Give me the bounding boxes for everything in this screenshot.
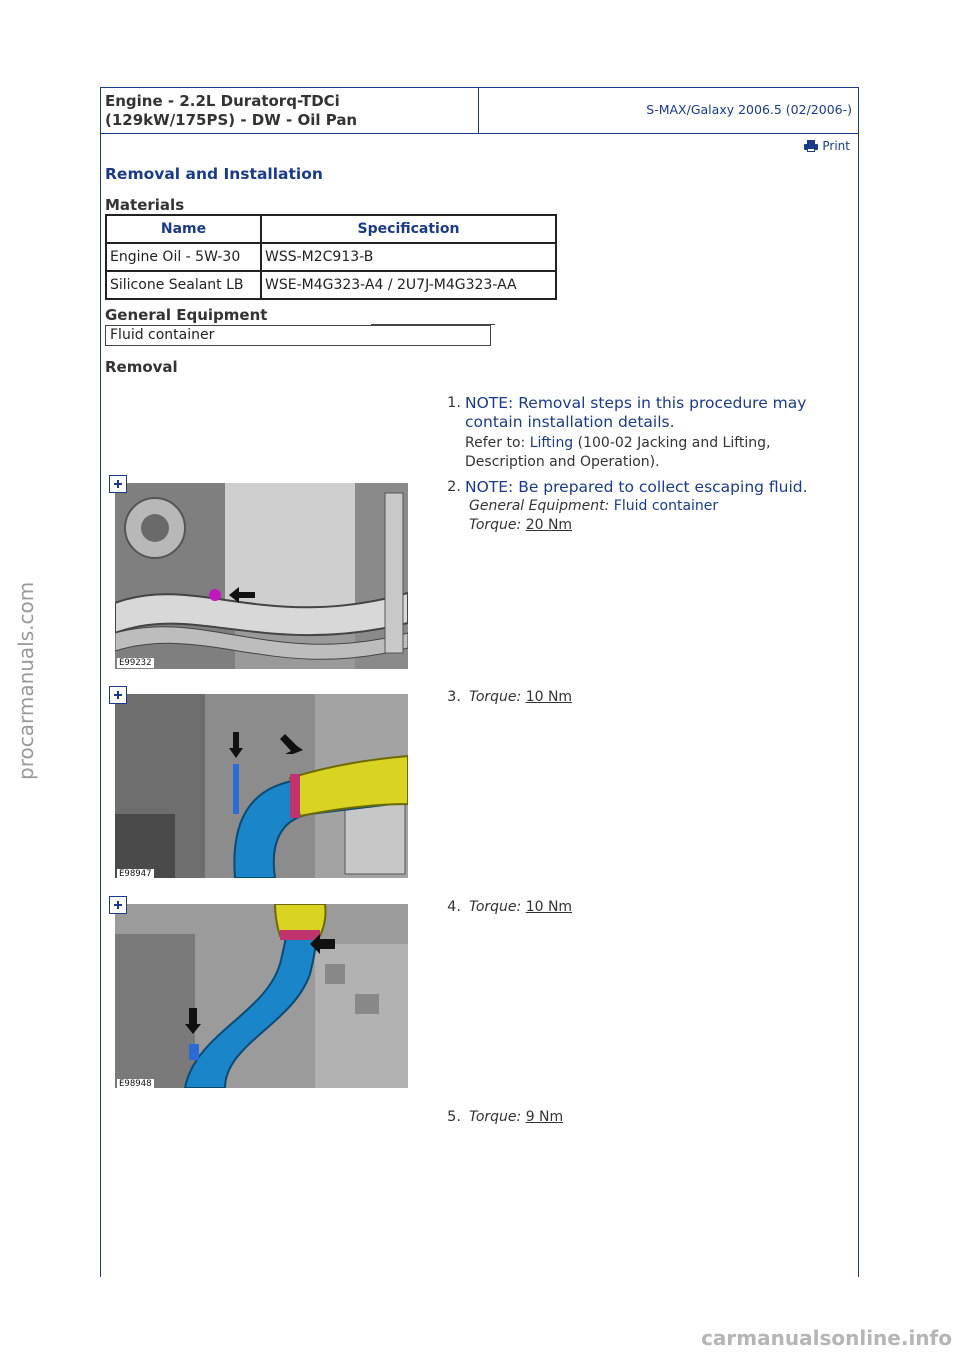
torque-label: Torque: [469, 517, 522, 533]
column-header-specification: Specification [261, 215, 556, 243]
lifting-link[interactable]: Lifting [529, 435, 574, 451]
step-number: 5. [447, 1109, 461, 1125]
equipment-item: Fluid container [105, 325, 491, 346]
title-line-1: Engine - 2.2L Duratorq-TDCi [105, 92, 340, 110]
zoom-icon[interactable] [109, 686, 127, 704]
torque-value: 10 Nm [525, 899, 573, 915]
zoom-icon[interactable] [109, 475, 127, 493]
figure-label: E98948 [119, 1079, 152, 1089]
table-cell: Engine Oil - 5W-30 [106, 243, 261, 271]
print-button[interactable] [804, 139, 850, 153]
step-reference [465, 434, 835, 472]
column-header-name: Name [106, 215, 261, 243]
figure-e98947[interactable] [115, 694, 408, 880]
page-header [101, 88, 858, 134]
equipment-label: General Equipment: [469, 498, 610, 514]
bottom-watermark: carmanualsonline.info [701, 1326, 952, 1350]
materials-title: Materials [105, 196, 185, 214]
side-watermark: procarmanuals.com [14, 581, 38, 780]
section-title: Removal and Installation [105, 165, 323, 183]
table-cell: WSS-M2C913-B [261, 243, 556, 271]
figure-e99232[interactable] [115, 483, 408, 669]
figure-e98948[interactable] [115, 904, 408, 1090]
manual-page [100, 87, 859, 1277]
fluid-container-link[interactable]: Fluid container [613, 498, 719, 514]
step-number: 1. [447, 395, 461, 411]
engine-illustration [115, 904, 408, 1088]
step-number: 4. [447, 899, 461, 915]
materials-table [105, 214, 557, 300]
torque-value: 9 Nm [525, 1109, 564, 1125]
torque-label: Torque: [469, 899, 522, 915]
figure-label: E98947 [119, 869, 152, 879]
step-number: 3. [447, 689, 461, 705]
zoom-icon[interactable] [109, 896, 127, 914]
removal-title: Removal [105, 358, 178, 376]
table-cell: Silicone Sealant LB [106, 271, 261, 299]
step-note: NOTE: Removal steps in this procedure may contain installation details. [465, 394, 807, 431]
reference-prefix: Refer to: [465, 435, 530, 451]
table-header-row [106, 215, 556, 243]
torque-value: 20 Nm [525, 517, 573, 533]
step-number: 2. [447, 479, 461, 495]
step-note: NOTE: Be prepared to collect escaping fluid. [465, 478, 808, 496]
printer-icon [804, 140, 818, 152]
page-title [101, 88, 479, 133]
engine-illustration [115, 483, 408, 669]
equipment-title: General Equipment [105, 306, 268, 324]
torque-value: 10 Nm [525, 689, 573, 705]
reference-suffix: (100-02 Jacking and Lifting, Description and Operation). [465, 435, 771, 470]
table-cell: WSE-M4G323-A4 / 2U7J-M4G323-AA [261, 271, 556, 299]
table-row [106, 271, 556, 299]
model-info: S-MAX/Galaxy 2006.5 (02/2006-) [646, 102, 852, 117]
print-label: Print [822, 139, 850, 153]
engine-illustration [115, 694, 408, 878]
torque-label: Torque: [469, 689, 522, 705]
figure-label: E99232 [119, 658, 152, 668]
table-row [106, 243, 556, 271]
title-line-2: (129kW/175PS) - DW - Oil Pan [105, 111, 358, 129]
torque-label: Torque: [469, 1109, 522, 1125]
